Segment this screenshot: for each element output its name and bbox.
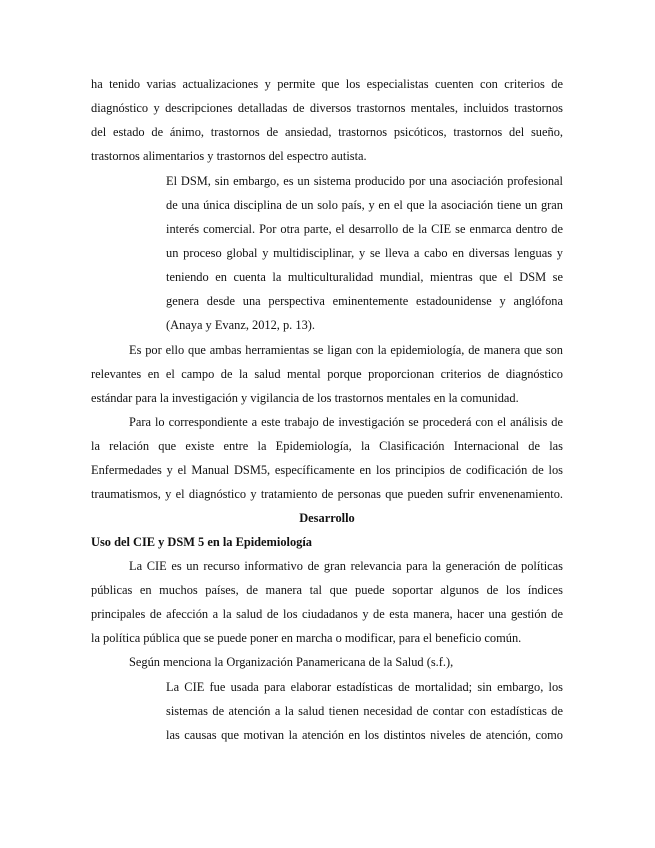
body-text-line: trastornos alimentarios y trastornos del espectro autista. (91, 149, 367, 163)
block-quote-line: La CIE fue usada para elaborar estadísticas de mortalidad; sin embargo, los (166, 680, 563, 694)
body-text-line: Para lo correspondiente a este trabajo de investigación se procederá con el análisis de (129, 415, 563, 429)
block-quote-line: (Anaya y Evanz, 2012, p. 13). (166, 318, 315, 332)
body-text-line: del estado de ánimo, trastornos de ansiedad, trastornos psicóticos, trastornos del sueño, (91, 125, 563, 139)
section-heading: Desarrollo (299, 511, 355, 525)
body-text-line: Enfermedades y el Manual DSM5, específicamente en los principios de codificación de los (91, 463, 563, 477)
body-text-line: traumatismos, y el diagnóstico y tratamiento de personas que pueden sufrir envenenamiento. (91, 487, 563, 501)
block-quote-line: interés comercial. Por otra parte, el desarrollo de la CIE se enmarca dentro de (166, 222, 563, 236)
block-quote-line: de una única disciplina de un solo país, y en el que la asociación tiene un gran (166, 198, 563, 212)
body-text-line: estándar para la investigación y vigilancia de los trastornos mentales en la comunidad. (91, 391, 519, 405)
body-text-line: la política pública que se puede poner en marcha o modificar, para el beneficio común. (91, 631, 522, 645)
block-quote-line: teniendo en cuenta la multiculturalidad mundial, mientras que el DSM se (166, 270, 563, 284)
body-text-line: ha tenido varias actualizaciones y permite que los especialistas cuenten con criterios de (91, 77, 563, 91)
body-text-line: la relación que existe entre la Epidemiología, la Clasificación Internacional de las (91, 439, 563, 453)
body-text-line: diagnóstico y descripciones detalladas de diversos trastornos mentales, incluidos trastornos (91, 101, 563, 115)
block-quote-line: las causas que motivan la atención en los distintos niveles de atención, como (166, 728, 563, 742)
body-text-line: relevantes en el campo de la salud mental porque proporcionan criterios de diagnóstico (91, 367, 563, 381)
body-text-line: Según menciona la Organización Panamericana de la Salud (s.f.), (129, 655, 454, 669)
block-quote-line: un proceso global y multidisciplinar, y se lleva a cabo en diversas lenguas y (166, 246, 563, 260)
block-quote-line: El DSM, sin embargo, es un sistema producido por una asociación profesional (166, 174, 563, 188)
subsection-heading: Uso del CIE y DSM 5 en la Epidemiología (91, 535, 312, 549)
body-text-line: principales de afección a la salud de los ciudadanos y de esta manera, hacer una gestión de (91, 607, 563, 621)
body-text-line: La CIE es un recurso informativo de gran relevancia para la generación de políticas (129, 559, 563, 573)
body-text-line: Es por ello que ambas herramientas se ligan con la epidemiología, de manera que son (129, 343, 563, 357)
body-text-line: públicas en muchos países, de manera tal que puede soportar algunos de los índices (91, 583, 563, 597)
block-quote-line: sistemas de atención a la salud tienen necesidad de contar con estadísticas de (166, 704, 563, 718)
block-quote-line: genera desde una perspectiva eminentemente estadounidense y anglófona (166, 294, 563, 308)
